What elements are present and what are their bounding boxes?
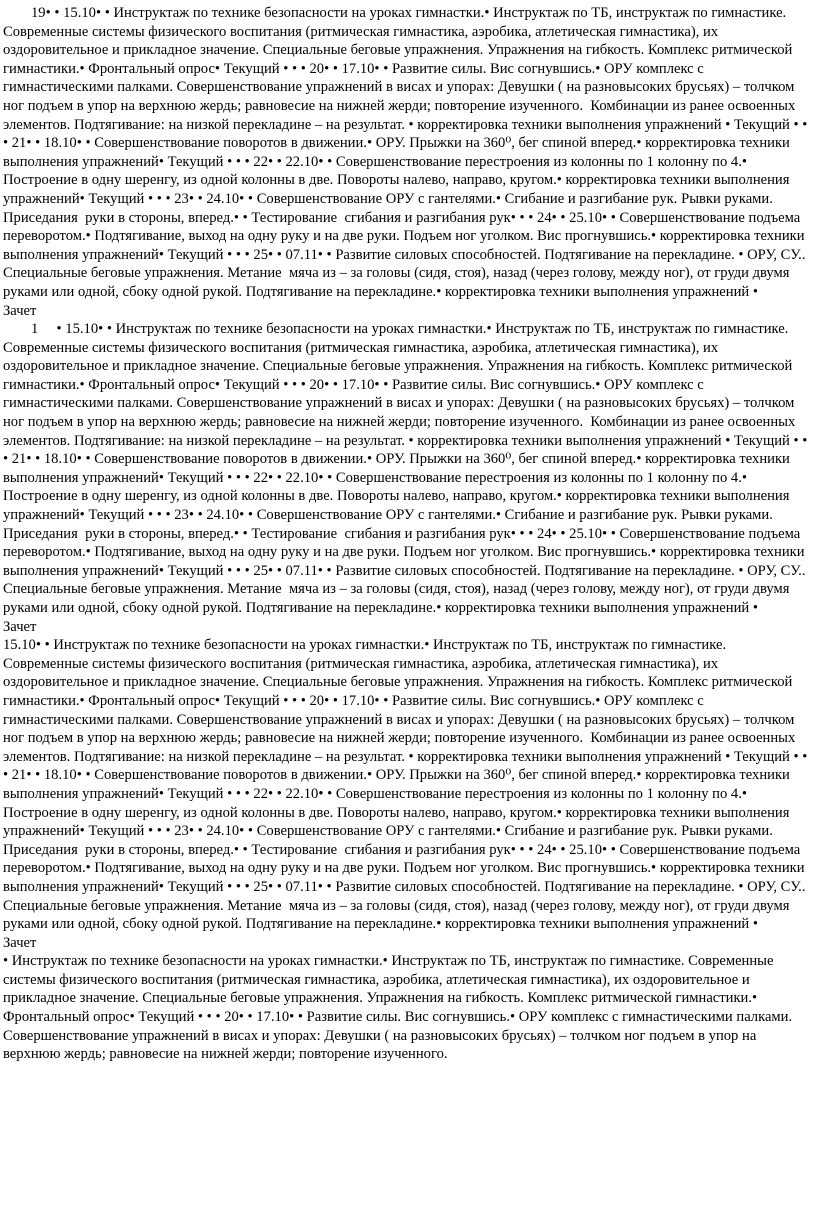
text-paragraph: • Инструктаж по технике безопасности на уроках гимнастки.• Инструктаж по ТБ, инструктаж по гимнастике. Современные системы физического воспитания (ритмическая гимнастика, аэробика, атлетическая гимнастика), их оздоровительное и прикладное значение. Специальные беговые упражнения. Упражнения на гибкость. Комплекс ритмической гимнастики.• Фронтальный опрос• Текущий • • • 20• • 17.10• • Развитие силы. Вис согнувшись.• ОРУ комплекс с гимнастическими палками. Совершенствование упражнений в висах и упорах: Девушки ( на разновысоких брусьях) – толчком ног подъем в упор на верхнюю жердь; равновесие на нижней жерди; повторение изученного. — [3, 953, 796, 1063]
text-paragraph: 19• • 15.10• • Инструктаж по технике безопасности на уроках гимнастки.• Инструктаж по ТБ, инструктаж по гимнастике. Современные системы физического воспитания (ритмическая гимнастика, аэробика, атлетическая гимнастика), их оздоровительное и прикладное значение. Специальные беговые упражнения. Упражнения на гибкость. Комплекс ритмической гимнастики.• Фронтальный опрос• Текущий • • • 20• • 17.10• • Развитие силы. Вис согнувшись.• ОРУ комплекс с гимнастическими палками. Совершенствование упражнений в висах и упорах: Девушки ( на разновысоких брусьях) – толчком ног подъем в упор на верхнюю жердь; равновесие на нижней жерди; повторение изученного. Комбинации из ранее освоенных элементов. Подтягивание: на низкой перекладине – на результат. • корректировка техники выполнения упражнений • Текущий • • • 21• • 18.10• • Совершенствование поворотов в движении.• ОРУ. Прыжки на 360⁰, бег спиной вперед.• корректировка техники выполнения упражнений• Текущий • • • 22• • 22.10• • Совершенствование перестроения из колонны по 1 колонну по 4.• Построение в одну шеренгу, из одной колонны в две. Повороты налево, направо, кругом.• корректировка техники выполнения упражнений• Текущий • • • 23• • 24.10• • Совершенствование ОРУ с гантелями.• Сгибание и разгибание рук. Рывки руками. Приседания руки в стороны, вперед.• • Тестирование сгибания и разгибания рук• • • 24• • 25.10• • Совершенствование подъема переворотом.• Подтягивание, выход на одну руку и на две руки. Подъем ног уголком. Вис прогнувшись.• корректировка техники выполнения упражнений• Текущий • • • 25• • 07.11• • Развитие силовых способностей. Подтягивание на перекладине. • ОРУ, СУ.. Специальные беговые упражнения. Метание мяча из – за головы (сидя, стоя), назад (через голову, между ног), от груди двумя руками или одной, сбоку одной рукой. Подтягивание на перекладине.• корректировка техники выполнения упражнений • Зачет — [3, 5, 811, 319]
text-paragraph: 15.10• • Инструктаж по технике безопасности на уроках гимнастки.• Инструктаж по ТБ, инструктаж по гимнастике. Современные системы физического воспитания (ритмическая гимнастика, аэробика, атлетическая гимнастика), их оздоровительное и прикладное значение. Специальные беговые упражнения. Упражнения на гибкость. Комплекс ритмической гимнастики.• Фронтальный опрос• Текущий • • • 20• • 17.10• • Развитие силы. Вис согнувшись.• ОРУ комплекс с гимнастическими палками. Совершенствование упражнений в висах и упорах: Девушки ( на разновысоких брусьях) – толчком ног подъем в упор на верхнюю жердь; равновесие на нижней жерди; повторение изученного. Комбинации из ранее освоенных элементов. Подтягивание: на низкой перекладине – на результат. • корректировка техники выполнения упражнений • Текущий • • • 21• • 18.10• • Совершенствование поворотов в движении.• ОРУ. Прыжки на 360⁰, бег спиной вперед.• корректировка техники выполнения упражнений• Текущий • • • 22• • 22.10• • Совершенствование перестроения из колонны по 1 колонну по 4.• Построение в одну шеренгу, из одной колонны в две. Повороты налево, направо, кругом.• корректировка техники выполнения упражнений• Текущий • • • 23• • 24.10• • Совершенствование ОРУ с гантелями.• Сгибание и разгибание рук. Рывки руками. Приседания руки в стороны, вперед.• • Тестирование сгибания и разгибания рук• • • 24• • 25.10• • Совершенствование подъема переворотом.• Подтягивание, выход на одну руку и на две руки. Подъем ног уголком. Вис прогнувшись.• корректировка техники выполнения упражнений• Текущий • • • 25• • 07.11• • Развитие силовых способностей. Подтягивание на перекладине. • ОРУ, СУ.. Специальные беговые упражнения. Метание мяча из – за головы (сидя, стоя), назад (через голову, между ног), от груди двумя руками или одной, сбоку одной рукой. Подтягивание на перекладине.• корректировка техники выполнения упражнений • Зачет — [3, 637, 811, 951]
text-paragraph: 1 • 15.10• • Инструктаж по технике безопасности на уроках гимнастки.• Инструктаж по ТБ, инструктаж по гимнастике. Современные системы физического воспитания (ритмическая гимнастика, аэробика, атлетическая гимнастика), их оздоровительное и прикладное значение. Специальные беговые упражнения. Упражнения на гибкость. Комплекс ритмической гимнастики.• Фронтальный опрос• Текущий • • • 20• • 17.10• • Развитие силы. Вис согнувшись.• ОРУ комплекс с гимнастическими палками. Совершенствование упражнений в висах и упорах: Девушки ( на разновысоких брусьях) – толчком ног подъем в упор на верхнюю жердь; равновесие на нижней жерди; повторение изученного. Комбинации из ранее освоенных элементов. Подтягивание: на низкой перекладине – на результат. • корректировка техники выполнения упражнений • Текущий • • • 21• • 18.10• • Совершенствование поворотов в движении.• ОРУ. Прыжки на 360⁰, бег спиной вперед.• корректировка техники выполнения упражнений• Текущий • • • 22• • 22.10• • Совершенствование перестроения из колонны по 1 колонну по 4.• Построение в одну шеренгу, из одной колонны в две. Повороты налево, направо, кругом.• корректировка техники выполнения упражнений• Текущий • • • 23• • 24.10• • Совершенствование ОРУ с гантелями.• Сгибание и разгибание рук. Рывки руками. Приседания руки в стороны, вперед.• • Тестирование сгибания и разгибания рук• • • 24• • 25.10• • Совершенствование подъема переворотом.• Подтягивание, выход на одну руку и на две руки. Подъем ног уголком. Вис прогнувшись.• корректировка техники выполнения упражнений• Текущий • • • 25• • 07.11• • Развитие силовых способностей. Подтягивание на перекладине. • ОРУ, СУ.. Специальные беговые упражнения. Метание мяча из – за головы (сидя, стоя), назад (через голову, между ног), от груди двумя руками или одной, сбоку одной рукой. Подтягивание на перекладине.• корректировка техники выполнения упражнений • Зачет — [3, 321, 811, 635]
